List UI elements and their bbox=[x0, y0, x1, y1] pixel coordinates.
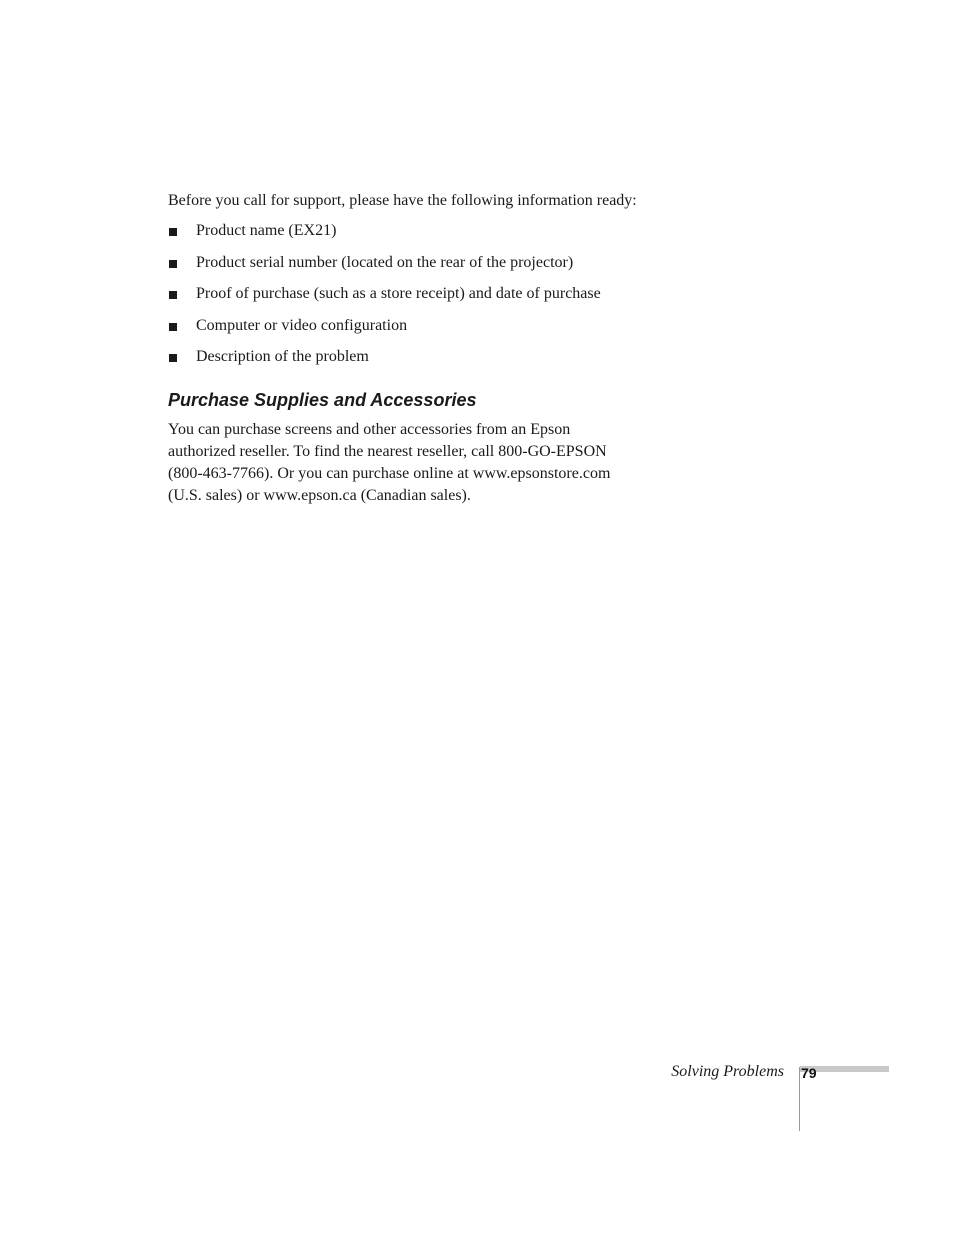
supplies-paragraph: You can purchase screens and other accessories from an Epson authorized reseller. To find the nearest reseller, call 800-GO-EPSON (800-463-7766). Or you can purchase online at www.epsonstore.com (U.S. sales) or www.epson.ca (Canadian sales). bbox=[168, 421, 611, 504]
list-item bbox=[168, 315, 638, 337]
list-item bbox=[168, 283, 638, 305]
square-bullet-icon bbox=[169, 354, 177, 362]
list-item-text: Product name (EX21) bbox=[196, 222, 337, 239]
page-number: 79 bbox=[801, 1065, 817, 1081]
footer-divider bbox=[799, 1067, 800, 1131]
list-item bbox=[168, 252, 638, 274]
list-item-text: Computer or video configuration bbox=[196, 316, 408, 334]
footer-section-title: Solving Problems bbox=[671, 1063, 784, 1080]
list-item bbox=[168, 220, 638, 242]
list-item-text: Proof of purchase (such as a store receipt) and date of purchase bbox=[196, 285, 601, 302]
list-item bbox=[168, 346, 638, 368]
intro-paragraph: Before you call for support, please have the following information ready: bbox=[168, 192, 637, 209]
list-item-text: Description of the problem bbox=[196, 348, 369, 365]
square-bullet-icon bbox=[169, 260, 177, 268]
square-bullet-icon bbox=[169, 323, 177, 331]
page-content bbox=[168, 190, 638, 507]
list-item-text: Product serial number (located on the rear of the projector) bbox=[196, 253, 574, 271]
section-heading: Purchase Supplies and Accessories bbox=[168, 390, 477, 410]
square-bullet-icon bbox=[169, 291, 177, 299]
square-bullet-icon bbox=[169, 228, 177, 236]
support-info-list bbox=[168, 220, 638, 368]
